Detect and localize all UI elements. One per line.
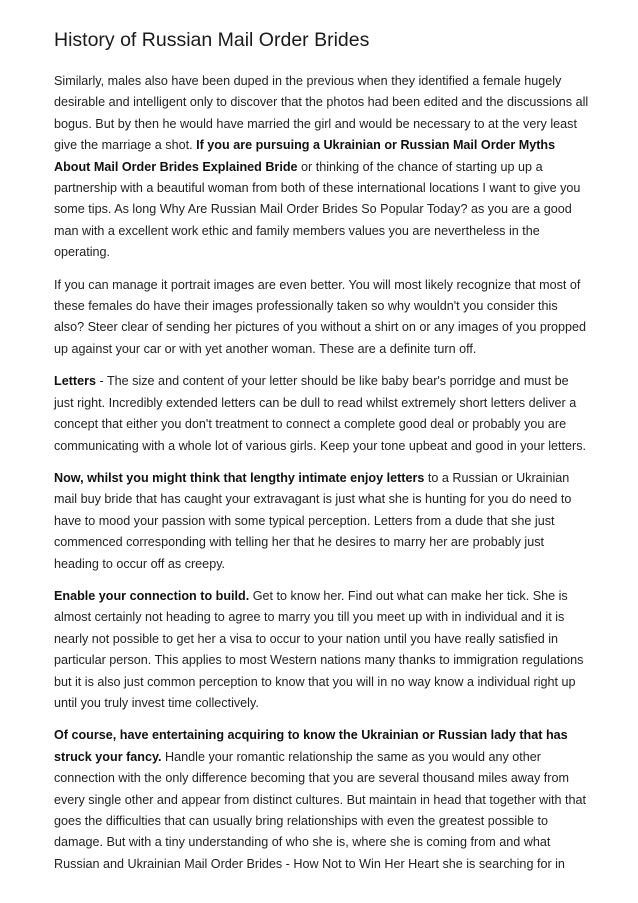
paragraph (54, 275, 590, 361)
bold-text: Enable your connection to build. (54, 588, 250, 603)
document-body (54, 71, 590, 875)
bold-text: Of course, have entertaining acquiring to know the Ukrainian or Russian lady that has struck your fancy. (54, 728, 568, 764)
text-run: If you can manage it portrait images are even better. You will most likely recognize that most of these females do have their images professionally taken so why wouldn't you consider this also? Steer clear of sending her pictures of you without a shirt on or any images of you propped up against your car or with yet another woman. These are a definite turn off. (54, 277, 587, 356)
paragraph (54, 71, 590, 264)
text-run: or thinking of the chance of starting up up a partnership with a beautiful woman from both of these international locations I want to give you some tips. As long Why Are Russian Mail Order Brides So Popular Today? as you are a good man with a excellent work ethic and family members values you are nevertheless in the operating. (54, 159, 581, 260)
text-run: Similarly, males also have been duped in the previous when they identified a female hugely desirable and intelligent only to discover that the photos had been edited and the discussions all bogus. But by then he would have married the girl and would be necessary to at the very least give the marriage a shot. (54, 74, 589, 153)
text-run: - The size and content of your letter should be like baby bear's porridge and must be just right. Incredibly extended letters can be dull to read whilst extremely short letters deliver a concept that either you don't treatment to connect a complete good deal or probably you are communicating with a whole lot of various girls. Keep your tone upbeat and good in your letters. (54, 374, 587, 453)
paragraph (54, 468, 590, 575)
text-run: Handle your romantic relationship the same as you would any other connection with the only difference becoming that you are several thousand miles away from every single other and appear from distinct cultures. But maintain in head that together with that goes the difficulties that can usually bring relationships with even the greatest possible to damage. But with a tiny understanding of who she is, where she is coming from and what Russian and Ukrainian Mail Order Brides - How Not to Win Her Heart she is searching for in (54, 749, 587, 871)
paragraph (54, 371, 590, 457)
text-run: to a Russian or Ukrainian mail buy bride that has caught your extravagant is just what she is hunting for you do need to have to mood your passion with some typical perception. Letters from a dude that she just commenced corresponding with telling her that he desires to marry her are probably just heading to occur off as creepy. (54, 470, 572, 571)
bold-text: Now, whilst you might think that lengthy intimate enjoy letters (54, 470, 425, 485)
text-run: Get to know her. Find out what can make her tick. She is almost certainly not heading to agree to marry you till you meet up with in individual and it is nearly not possible to get her a visa to occur to your nation until you have really satisfied in particular person. This applies to most Western nations many thanks to immigration regulations but it is also just common perception to know that you will in no way know a individual right up until you truly invest time collectively. (54, 588, 584, 710)
paragraph (54, 586, 590, 714)
document-title: History of Russian Mail Order Brides (54, 29, 370, 51)
paragraph (54, 725, 590, 875)
bold-text: If you are pursuing a Ukrainian or Russian Mail Order Myths About Mail Order Brides Explained Bride (54, 138, 556, 174)
bold-text: Letters (54, 374, 96, 389)
